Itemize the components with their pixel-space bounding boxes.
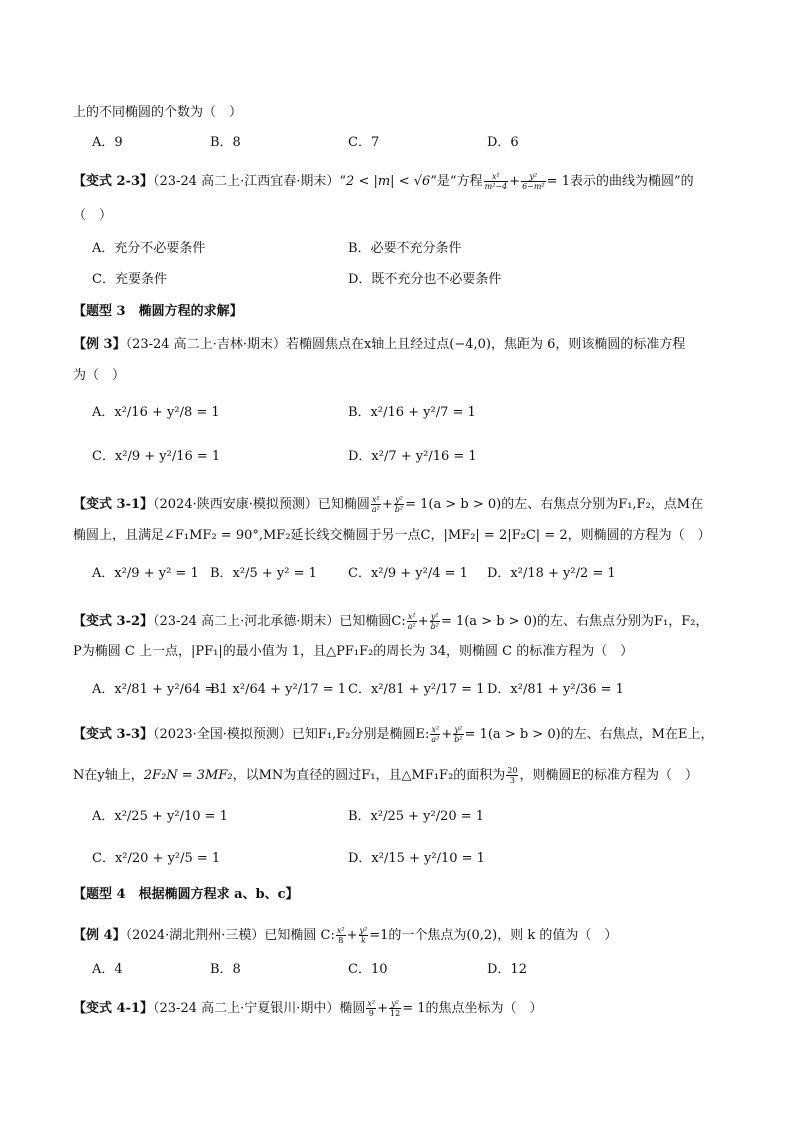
fraction: $\frac{\text{x²}}{8}$	[336, 926, 345, 945]
variant-text: （23-24 高二上·河北承德·期末）已知椭圆C:	[153, 614, 406, 629]
example-tag: 【例 4】	[73, 928, 126, 943]
variant-4-1-line1: 【变式 4-1】（23-24 高二上·宁夏银川·期中）椭圆 $\frac{\text{x²}}{9}$ + $\frac{\text{y²}}{12}$ = 1的焦点坐标为（ ）	[73, 999, 543, 1018]
option-a: A．x²/9 + y² = 1	[92, 566, 199, 581]
fraction: $\frac{\text{y²}}{12}$	[390, 999, 401, 1018]
variant-text: （2024·陕西安康·模拟预测）已知椭圆	[153, 497, 370, 512]
option-a: A．x²/16 + y²/8 = 1	[92, 405, 220, 420]
option-b: B．x²/64 + y²/17 = 1	[210, 682, 347, 697]
option-d: D．6	[487, 135, 519, 150]
example-text: （23-24 高二上·吉林·期末）若椭圆焦点在x轴上且经过点(−4,0)，焦距为 6，则该椭圆的标准方程	[125, 337, 686, 352]
variant-3-1-line2: 椭圆上，且满足∠F₁MF₂ = 90°,MF₂延长线交椭圆于另一点C，|MF₂| = 2|F₂C| = 2，则椭圆的方程为（ ）	[73, 528, 711, 543]
variant-3-3-line2	[73, 766, 698, 785]
example-text: 的一个焦点为(0,2)，则 k 的值为（ ）	[388, 928, 618, 943]
variant-2-3-line1: 【变式 2-3】（23-24 高二上·江西宜春·期末）“2 < |m| < √6”是“方程 $\frac{\text{x²}}{\text{m²−4}}$ + $\frac{\text{y²}}{\text{6−m²}}$ = 1表示的曲线为椭圆”的	[73, 172, 694, 191]
option-c: C．10	[348, 962, 388, 977]
option-b: B．x²/25 + y²/20 = 1	[348, 809, 485, 824]
option-b: B．x²/5 + y² = 1	[210, 566, 317, 581]
section-heading-4: 【题型 4 根据椭圆方程求 a、b、c】	[73, 887, 299, 902]
option-d: D．x²/7 + y²/16 = 1	[348, 449, 477, 464]
option-c: C．x²/20 + y²/5 = 1	[92, 851, 221, 866]
option-b: B．8	[210, 962, 241, 977]
vector-equation: 2F₂N = 3MF₂	[143, 768, 233, 783]
fraction: $\frac{\text{x²}}{\text{a²}}$	[371, 495, 380, 514]
example-tag: 【例 3】	[73, 337, 126, 352]
option-d: D．既不充分也不必要条件	[348, 272, 502, 287]
variant-tag: 【变式 3-2】	[73, 614, 154, 629]
option-a: A．9	[92, 135, 123, 150]
example-3-line2: 为（ ）	[73, 368, 126, 383]
source: （23-24 高二上·江西宜春·期末）“	[153, 174, 347, 189]
fraction: $\frac{\text{y²}}{\text{b²}}$	[430, 612, 439, 631]
example-4-line1: 【例 4】（2024·湖北荆州·三模）已知椭圆 C: $\frac{\text{x²}}{8}$ + $\frac{\text{y²}}{k}$ =1的一个焦点为(0,2)，则 k 的值为（ ）	[73, 926, 618, 945]
variant-text: (a > b > 0)的左、右焦点分别为F₁，F₂，	[464, 614, 709, 629]
connector-text: ”是“方程	[430, 174, 483, 189]
fraction: $\frac{\text{x²}}{\text{m²−4}}$	[484, 172, 508, 191]
fraction: $\frac{\text{y²}}{\text{b²}}$	[394, 495, 404, 514]
condition: 2 < |m| < √6	[346, 174, 431, 189]
option-d: D．12	[487, 962, 527, 977]
section-heading-3: 【题型 3 椭圆方程的求解】	[73, 304, 243, 319]
variant-text: ，以MN为直径的圆过F₁，且△MF₁F₂的面积为	[232, 768, 506, 783]
variant-text: ，则椭圆E的标准方程为（ ）	[519, 768, 698, 783]
tail-text: 表示的曲线为椭圆”的	[569, 174, 694, 189]
variant-3-1-line1: 【变式 3-1】（2024·陕西安康·模拟预测）已知椭圆 $\frac{\text{x²}}{\text{a²}}$ + $\frac{\text{y²}}{\text{b²}}$ = 1(a > b > 0)的左、右焦点分别为F₁,F₂，点M在	[73, 495, 704, 514]
fraction: $\frac{\text{y²}}{\text{6−m²}}$	[522, 172, 545, 191]
option-a: A．x²/81 + y²/64 = 1	[92, 682, 228, 697]
variant-text: (a > b > 0)的左、右焦点，M在E上，	[487, 727, 714, 742]
variant-tag: 【变式 4-1】	[73, 1001, 154, 1016]
variant-3-2-line1: 【变式 3-2】（23-24 高二上·河北承德·期末）已知椭圆C: $\frac{\text{x²}}{\text{a²}}$ + $\frac{\text{y²}}{\text{b²}}$ = 1(a > b > 0)的左、右焦点分别为F₁，F₂，	[73, 612, 709, 631]
fraction: $\frac{\text{x²}}{\text{a²}}$	[407, 612, 416, 631]
fraction: $\frac{\text{y²}}{\text{b²}}$	[454, 725, 463, 744]
variant-text: （23-24 高二上·宁夏银川·期中）椭圆	[153, 1001, 366, 1016]
variant-text: （2023·全国·模拟预测）已知F₁,F₂分别是椭圆E:	[153, 727, 430, 742]
option-c: C．充要条件	[92, 272, 167, 287]
option-d: D．x²/81 + y²/36 = 1	[487, 682, 624, 697]
fraction: $\frac{\text{x²}}{\text{a²}}$	[431, 725, 440, 744]
option-c: C．7	[348, 135, 380, 150]
option-b: B．必要不充分条件	[348, 241, 462, 256]
variant-text: (a > b > 0)的左、右焦点分别为F₁,F₂，点M在	[428, 497, 704, 512]
question-stem: 上的不同椭圆的个数为（ ）	[73, 105, 243, 120]
fraction: $\frac{\text{y²}}{k}$	[359, 926, 368, 945]
option-c: C．x²/9 + y²/4 = 1	[348, 566, 468, 581]
option-a: A．4	[92, 962, 123, 977]
option-a: A．x²/25 + y²/10 = 1	[92, 809, 228, 824]
option-b: B．x²/16 + y²/7 = 1	[348, 405, 476, 420]
variant-text: N在y轴上，	[73, 768, 144, 783]
option-d: D．x²/18 + y²/2 = 1	[487, 566, 616, 581]
example-text: （2024·湖北荆州·三模）已知椭圆 C:	[125, 928, 335, 943]
variant-3-2-line2: P为椭圆 C 上一点，|PF₁|的最小值为 1，且△PF₁F₂的周长为 34，则椭圆 C 的标准方程为（ ）	[73, 644, 634, 659]
variant-tag: 【变式 3-3】	[73, 727, 154, 742]
variant-tag: 【变式 2-3】	[73, 174, 154, 189]
option-c: C．x²/9 + y²/16 = 1	[92, 449, 221, 464]
answer-paren: （ ）	[73, 208, 113, 223]
variant-3-3-line1: 【变式 3-3】（2023·全国·模拟预测）已知F₁,F₂分别是椭圆E: $\frac{\text{x²}}{\text{a²}}$ + $\frac{\text{y²}}{\text{b²}}$ = 1(a > b > 0)的左、右焦点，M在E上，	[73, 725, 714, 744]
option-a: A．充分不必要条件	[92, 241, 206, 256]
option-d: D．x²/15 + y²/10 = 1	[348, 851, 485, 866]
variant-text: 的焦点坐标为（ ）	[425, 1001, 543, 1016]
option-b: B．8	[210, 135, 241, 150]
variant-tag: 【变式 3-1】	[73, 497, 154, 512]
fraction: $\frac{20}{3}$	[507, 766, 518, 785]
fraction: $\frac{\text{x²}}{9}$	[367, 999, 376, 1018]
option-c: C．x²/81 + y²/17 = 1	[348, 682, 485, 697]
example-3-line1	[73, 336, 685, 354]
